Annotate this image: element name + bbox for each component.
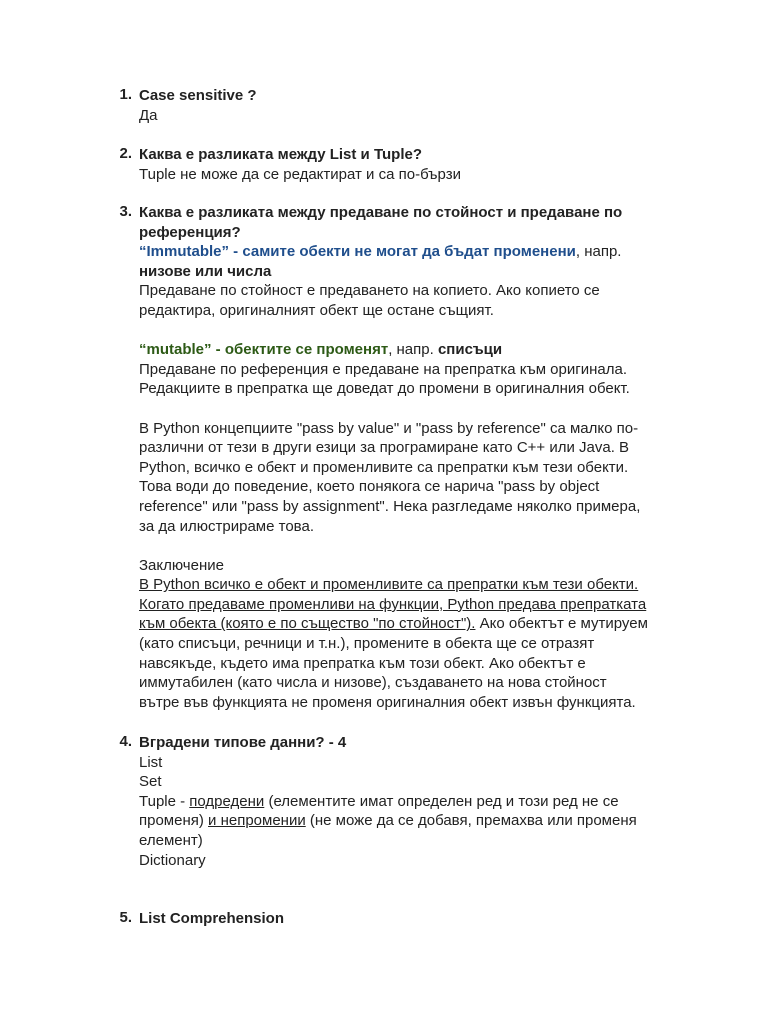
mutable-examples: списъци [437, 341, 503, 359]
paragraph-line: Python, всичко е обект и променливите са препратки към тези обекти. [139, 458, 629, 476]
tuple-label: Tuple - [139, 792, 190, 810]
conclusion-rest: Ако обектът е мутируем [475, 615, 648, 633]
item-content [139, 909, 679, 929]
tuple-ordered: подредени [189, 792, 265, 810]
immutable-heading [139, 242, 679, 262]
item-number: 3. [119, 203, 132, 220]
type-set: Set [139, 773, 162, 791]
tuple-immutable: и непромении [208, 812, 306, 830]
conclusion-line: Когато предаваме променливи на функции, Python предава препратката [139, 595, 647, 613]
conclusion-line: вътре във функцията не променя оригиналния обект извън функцията. [139, 693, 636, 711]
paragraph-line: различни от тези в други езици за програмиране като C++ или Java. В [139, 439, 630, 457]
conclusion-line: (като списъци, речници и т.н.), промените в обекта ще се отразят [139, 635, 595, 653]
paragraph-line: Предаване по стойност е предаването на копието. Ако копието се [139, 282, 600, 300]
question: Каква е разликата между предаване по стойност и предаване по [139, 204, 623, 221]
conclusion-title: Заключение [139, 556, 224, 574]
question: Case sensitive ? [139, 87, 257, 104]
conclusion-line [139, 614, 679, 634]
item-number: 4. [119, 733, 132, 750]
conclusion-line: В Python всичко е обект и променливите са препратки към тези обекти. [139, 576, 639, 594]
immutable-examples: низове или числа [139, 262, 272, 280]
tuple-rest: (не може да се добавя, премахва или променя [305, 812, 637, 830]
question: референция? [139, 223, 241, 241]
item-number: 5. [119, 909, 132, 926]
type-list: List [139, 753, 163, 771]
item-number: 2. [119, 145, 132, 162]
tuple-line [139, 811, 679, 831]
tuple-line [139, 792, 679, 812]
conclusion-underlined: към обекта (която е по същество "по стойност"). [139, 615, 476, 633]
item-content [139, 145, 679, 184]
conclusion-line: навсякъде, където има препратка към този обект. Ако обектът е [139, 654, 586, 672]
paragraph-line: Редакциите в препратка ще доведат до промени в оригиналния обект. [139, 380, 630, 398]
mutable-tail: , напр. [388, 341, 438, 359]
answer: Да [139, 106, 158, 124]
item-number: 1. [119, 86, 132, 103]
mutable-title: “mutable” - обектите се променят [139, 341, 389, 359]
tuple-start: променя) [139, 812, 209, 830]
paragraph-line: редактира, оригиналният обект ще остане същият. [139, 301, 494, 319]
paragraph-line: Това води до поведение, което понякога се нарича "pass by object [139, 478, 600, 496]
tuple-line: елемент) [139, 831, 203, 849]
conclusion-line: иммутабилен (като числа и низове), създаването на нова стойност [139, 674, 607, 692]
immutable-tail: , напр. [575, 243, 622, 261]
mutable-heading [139, 340, 679, 360]
paragraph-line: за да илюстрираме това. [139, 517, 314, 535]
item-content [139, 733, 679, 870]
question: List Comprehension [139, 910, 285, 927]
question: Вградени типове данни? - 4 [139, 734, 347, 751]
immutable-title: “Immutable” - самите обекти не могат да бъдат променени [139, 243, 576, 261]
type-dict: Dictionary [139, 851, 206, 869]
question: Каква е разликата между List и Tuple? [139, 146, 422, 163]
paragraph-line: Предаване по референция е предаване на препратка към оригинала. [139, 360, 627, 378]
paragraph-line: В Python концепциите "pass by value" и "pass by reference" са малко по- [139, 419, 639, 437]
item-content [139, 86, 679, 125]
tuple-rest: (елементите имат определен ред и този ред не се [264, 792, 619, 810]
paragraph-line: reference" или "pass by assignment". Нека разгледаме няколко примера, [139, 497, 641, 515]
answer: Tuple не може да се редактират и са по-бързи [139, 165, 461, 183]
item-content [139, 203, 679, 712]
